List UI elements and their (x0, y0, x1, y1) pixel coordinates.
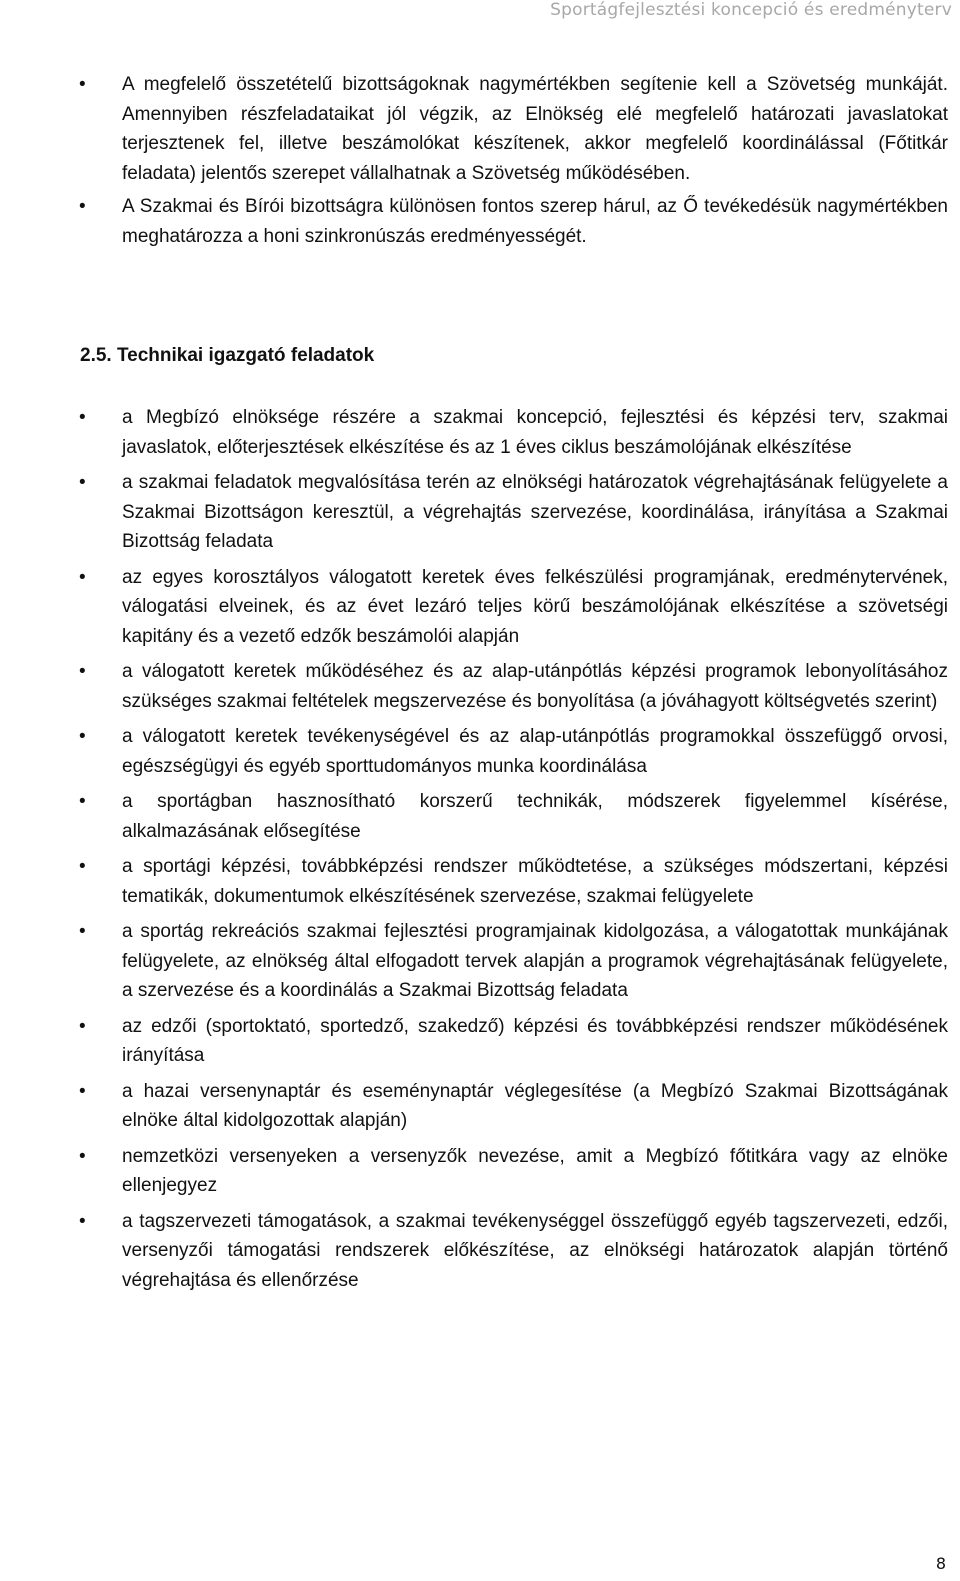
list-item: • a sportági képzési, továbbképzési rendszer működtetése, a szükséges módszertani, képzési tematikák, dokumentumok elkészítésének szervezése, szakmai felügyelete (122, 852, 948, 911)
list-item: • a tagszervezeti támogatások, a szakmai tevékenységgel összefüggő egyéb tagszervezeti, edzői, versenyzői támogatási rendszerek előkészítése, az elnökségi határozatok alapján történő végrehajtása és ellenőrzése (122, 1207, 948, 1296)
list-item: • a szakmai feladatok megvalósítása terén az elnökségi határozatok végrehajtásának felügyelete a Szakmai Bizottságon keresztül, a végrehajtás szervezése, koordinálása, irányítása a Szakmai Bizottság feladata (122, 468, 948, 557)
list-item: • a válogatott keretek tevékenységével és az alap-utánpótlás programokkal összefüggő orvosi, egészségügyi és egyéb sporttudományos munka koordinálása (122, 722, 948, 781)
list-item: • a sportágban hasznosítható korszerű technikák, módszerek figyelemmel kísérése, alkalmazásának elősegítése (122, 787, 948, 846)
page-number: 8 (935, 1554, 946, 1573)
list-item: • a válogatott keretek működéséhez és az alap-utánpótlás képzési programok lebonyolításához szükséges szakmai feltételek megszervezése és bonyolítása (a jóváhagyott költségvetés szerint) (122, 657, 948, 716)
intro-bullet-list (122, 70, 948, 255)
list-item: • A Szakmai és Bírói bizottságra különösen fontos szerep hárul, az Ő tevékedésük nagymértékben meghatározza a honi szinkronúszás eredményességét. (122, 192, 948, 251)
list-item: • a Megbízó elnöksége részére a szakmai koncepció, fejlesztési és képzési terv, szakmai javaslatok, előterjesztések elkészítése és az 1 éves ciklus beszámolójának elkészítése (122, 403, 948, 462)
list-item: • a sportág rekreációs szakmai fejlesztési programjainak kidolgozása, a válogatottak munkájának felügyelete, az elnökség által elfogadott tervek alapján a programok végrehajtásának felügyelete, a szervezése és a koordinálás a Szakmai Bizottság feladata (122, 917, 948, 1006)
running-header-title: Sportágfejlesztési koncepció és eredményterv (550, 0, 952, 20)
section-heading: 2.5. Technikai igazgató feladatok (80, 345, 375, 366)
duties-bullet-list (122, 403, 948, 1301)
list-item: • nemzetközi versenyeken a versenyzők nevezése, amit a Megbízó főtitkára vagy az elnöke ellenjegyez (122, 1142, 948, 1201)
list-item: • az egyes korosztályos válogatott keretek éves felkészülési programjának, eredménytervének, válogatási elveinek, és az évet lezáró teljes körű beszámolójának elkészítése a szövetségi kapitány és a vezető edzők beszámolói alapján (122, 563, 948, 652)
list-item: • az edzői (sportoktató, sportedző, szakedző) képzési és továbbképzési rendszer működésének irányítása (122, 1012, 948, 1071)
list-item: • a hazai versenynaptár és eseménynaptár véglegesítése (a Megbízó Szakmai Bizottságának elnöke által kidolgozottak alapján) (122, 1077, 948, 1136)
list-item: • A megfelelő összetételű bizottságoknak nagymértékben segítenie kell a Szövetség munkáját. Amennyiben részfeladataikat jól végzik, az Elnökség elé megfelelő határozati javaslatokat terjesztenek fel, illetve beszámolókat készítenek, akkor megfelelő koordinálással (Főtitkár feladata) jelentős szerepet vállalhatnak a Szövetség működésében. (122, 70, 948, 188)
